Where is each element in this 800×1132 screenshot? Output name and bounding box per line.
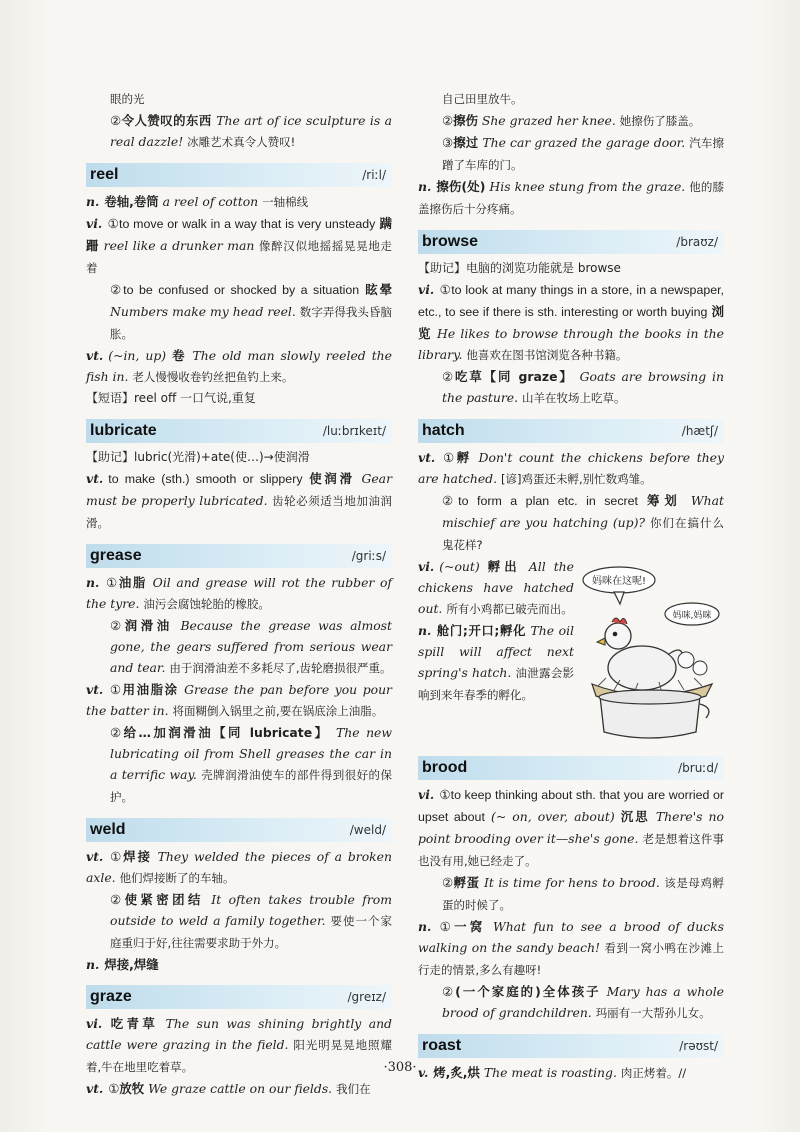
- headword-brood: [418, 756, 724, 780]
- browse-memo: 【助记】电脑的浏览功能就是 browse: [418, 261, 621, 275]
- page-number: ·308·: [383, 1060, 417, 1075]
- right-column: [418, 88, 724, 1084]
- headword: weld: [90, 821, 126, 838]
- dazzle-sense-2: ②令人赞叹的东西 The art of ice sculpture is a real dazzle! 冰雕艺术真令人赞叹!: [110, 113, 393, 149]
- headword-hatch: [418, 419, 724, 443]
- pronunciation: /luːbrɪkeɪt/: [322, 424, 386, 438]
- dazzle-tail: 眼的光: [110, 92, 145, 106]
- brood-vi-1: vi. ①to keep thinking about sth. that you are worried or upset about (~ on, over, about) 沉思 There's no point brooding over it—she's gone. 老是想着这件事也没有用,她已经走了。: [418, 787, 724, 868]
- headword: lubricate: [90, 422, 157, 439]
- headword-grease: [86, 544, 392, 568]
- graze-vt-2: ②擦伤 She grazed her knee. 她擦伤了膝盖。: [442, 113, 701, 128]
- browse-vi-2: ②吃草【同 graze】 Goats are browsing in the pasture. 山羊在牧场上吃草。: [442, 369, 724, 405]
- graze-cont: 自己田里放牛。: [442, 92, 523, 106]
- headword-graze: [86, 985, 392, 1009]
- grease-vt-2: ②给…加润滑油【同 lubricate】 The new lubricating oil from Shell greases the car in a terrific way. 壳牌润滑油使车的部件得到很好的保护。: [110, 725, 393, 804]
- headword-weld: [86, 818, 392, 842]
- hatch-illustrated-block: [418, 556, 724, 746]
- headword: brood: [422, 759, 468, 776]
- hatch-vt-1: vt. ①孵 Don't count the chickens before they are hatched. [谚]鸡蛋还未孵,别忙数鸡雏。: [418, 450, 725, 486]
- pronunciation: /riːl/: [362, 168, 386, 182]
- brood-vi-2: ②孵蛋 It is time for hens to brood. 该是母鸡孵蛋的时候了。: [442, 875, 724, 912]
- bubble-text-2: 妈咪,妈咪: [672, 611, 712, 621]
- graze-n: n. 擦伤(处) His knee stung from the graze. 他的膝盖擦伤后十分疼痛。: [418, 179, 724, 216]
- weld-vt-2: ②使紧密团结 It often takes trouble from outside to weld a family together. 要使一个家庭重归于好,往往需要求助于外力。: [110, 892, 392, 950]
- pronunciation: /hætʃ/: [681, 424, 718, 438]
- headword: graze: [90, 988, 132, 1005]
- roast-v: v. 烤,炙,烘 The meat is roasting. 肉正烤着。//: [418, 1065, 687, 1080]
- reel-noun: n. 卷轴,卷筒 a reel of cotton 一轴棉线: [86, 194, 309, 209]
- graze-vi: vi. 吃青草 The sun was shining brightly and cattle were grazing in the field. 阳光明晃晃地照耀着,牛在地里吃着草。: [86, 1016, 392, 1074]
- hen-illustration: [574, 556, 724, 746]
- hatch-text-block: [418, 556, 574, 746]
- brood-n-2: ②(一个家庭的)全体孩子 Mary has a whole brood of grandchildren. 玛丽有一大帮孙儿女。: [442, 984, 724, 1020]
- lubricate-vt: vt. to make (sth.) smooth or slippery 使润滑 Gear must be properly lubricated. 齿轮必须适当地加油润滑。: [86, 471, 392, 530]
- left-column: [86, 88, 392, 1100]
- headword-lubricate: [86, 419, 392, 443]
- lubricate-memo: 【助记】lubric(光滑)+ate(使…)→使润滑: [86, 450, 310, 464]
- reel-vi-1: vi. ①to move or walk in a way that is very unsteady 蹒跚 reel like a drunker man 像醉汉似地摇摇晃晃地走着: [86, 216, 392, 275]
- browse-vi-1: vi. ①to look at many things in a store, in a newspaper, etc., to see if there is sth. interesting or worth buying 浏览 He likes to browse through the books in the library. 他喜欢在图书馆浏览各种书籍。: [418, 282, 724, 362]
- hatch-n: n. 舱门;开口;孵化 The oil spill will affect next spring's hatch. 油泄露会影响到来年春季的孵化。: [418, 623, 574, 702]
- pronunciation: /bruːd/: [678, 761, 718, 775]
- headword: reel: [90, 166, 119, 183]
- headword: browse: [422, 233, 479, 250]
- headword: grease: [90, 547, 142, 564]
- reel-vt: vt. (~in, up) 卷 The old man slowly reeled the fish in. 老人慢慢收卷钓丝把鱼钓上来。: [86, 348, 392, 384]
- hatch-vt-2: ②to form a plan etc. in secret 筹划 What mischief are you hatching (up)? 你们在搞什么鬼花样?: [442, 493, 724, 552]
- reel-phrase: 【短语】reel off 一口气说,重复: [86, 391, 256, 405]
- headword-reel: [86, 163, 392, 187]
- weld-n: n. 焊接,焊缝: [86, 957, 159, 972]
- headword-roast: [418, 1034, 724, 1058]
- pronunciation: /braʊz/: [676, 235, 718, 249]
- grease-n-1: n. ①油脂 Oil and grease will rot the rubber of the tyre. 油污会腐蚀轮胎的橡胶。: [86, 575, 393, 611]
- pronunciation: /weld/: [349, 823, 386, 837]
- reel-vi-2: ②to be confused or shocked by a situation 眩晕 Numbers make my head reel. 数字弄得我头昏脑胀。: [110, 282, 393, 341]
- graze-vt-1: vt. ①放牧 We graze cattle on our fields. 我们在: [86, 1081, 371, 1096]
- hen-on-nest-icon: [574, 556, 724, 746]
- pronunciation: /griːs/: [351, 549, 386, 563]
- headword: roast: [422, 1037, 462, 1054]
- headword: hatch: [422, 422, 465, 439]
- brood-n-1: n. ①一窝 What fun to see a brood of ducks walking on the sandy beach! 看到一窝小鸭在沙滩上行走的情景,多么有趣呀!: [418, 919, 724, 977]
- graze-vt-3: ③擦过 The car grazed the garage door. 汽车擦蹭了车库的门。: [442, 135, 725, 172]
- hatch-vi: vi. (~out) 孵出 All the chickens have hatched out. 所有小鸡都已破壳而出。: [418, 559, 574, 616]
- pronunciation: /greɪz/: [347, 990, 386, 1004]
- weld-vt-1: vt. ①焊接 They welded the pieces of a broken axle. 他们焊接断了的车轴。: [86, 849, 392, 885]
- bubble-text-1: 妈咪在这呢!: [591, 576, 647, 587]
- grease-vt-1: vt. ①用油脂涂 Grease the pan before you pour the batter in. 将面糊倒入锅里之前,要在锅底涂上油脂。: [86, 682, 392, 718]
- grease-n-2: ②润滑油 Because the grease was almost gone, the gears suffered from serious wear and tear. 由于润滑油差不多耗尽了,齿轮磨损很严重。: [110, 618, 392, 675]
- headword-browse: [418, 230, 724, 254]
- pronunciation: /rəʊst/: [679, 1039, 718, 1053]
